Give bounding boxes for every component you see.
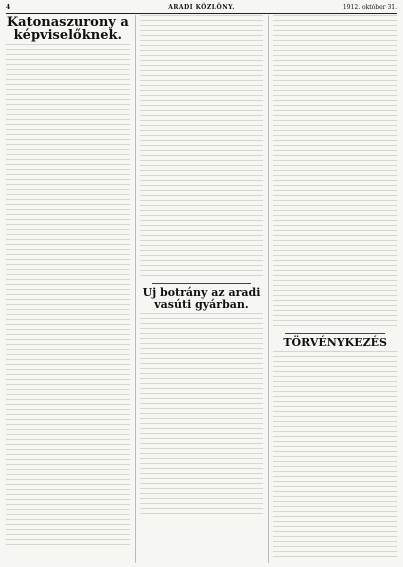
column-right [268, 15, 397, 563]
article-columns [6, 15, 397, 563]
section-heading-court: TÖRVÉNYKEZÉS [283, 336, 387, 349]
section-divider [285, 333, 385, 334]
article-body-text [140, 15, 264, 280]
article-headline-parliament: Katonaszurony a képviselőknek. [6, 15, 129, 43]
page-number: 4 [6, 4, 11, 11]
article-body-text [273, 15, 397, 330]
article-headline-factory: Uj botrány az aradi vasúti gyárban. [142, 286, 261, 311]
article-body-text [6, 44, 130, 549]
masthead [6, 3, 397, 14]
paper-name: ARADI KÖZLÖNY. [168, 4, 235, 11]
column-middle [135, 15, 264, 563]
section-divider [152, 283, 252, 284]
column-left [6, 15, 130, 563]
issue-date: 1912. október 31. [342, 4, 397, 11]
article-body-text [273, 351, 397, 561]
article-body-text [140, 313, 264, 518]
